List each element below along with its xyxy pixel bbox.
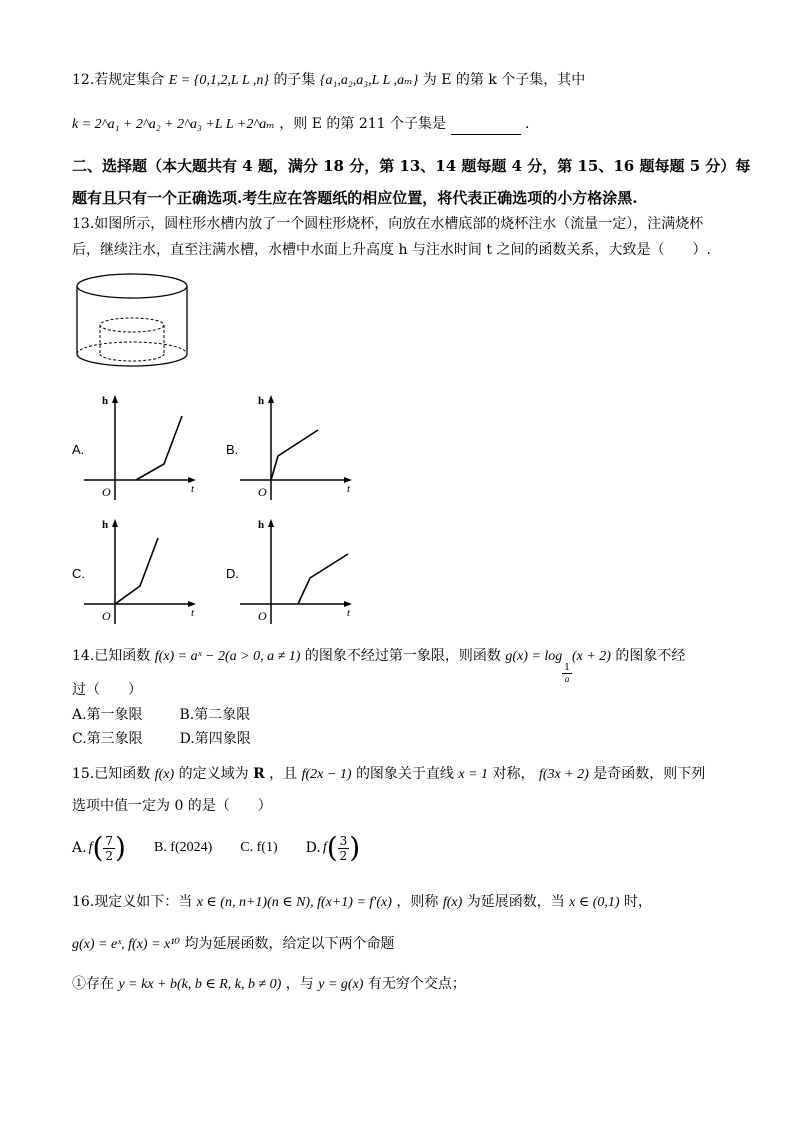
h-axis-label: h: [258, 395, 265, 407]
q16-definition: x ∈ (n, n+1)(n ∈ N), f(x+1) = f′(x): [196, 895, 392, 910]
q15-line2: 选项中值一定为 0 的是（ ）: [72, 798, 272, 814]
q15-options: [72, 826, 360, 870]
q16-interval: x ∈ (0,1): [569, 895, 620, 910]
q15-option-a[interactable]: A. f ( $\frac{7}{2}$ ): [72, 831, 126, 864]
q15-option-d-label: D.: [305, 840, 321, 856]
q16-text: 16.现定义如下：当: [72, 894, 193, 910]
q15-text: 的定义域为: [178, 766, 249, 782]
q14-log-base: $\frac{1}{a}$: [564, 663, 570, 684]
q16-text: ，与: [285, 976, 314, 992]
q16-f: f(x): [442, 895, 463, 910]
h-axis-label: h: [258, 519, 265, 531]
h-axis-label: h: [102, 519, 109, 531]
q14-g-def: g(x) = log: [505, 649, 563, 664]
q14-g-arg: (x + 2): [571, 649, 611, 664]
q15-line-x: x = 1: [458, 767, 489, 782]
q15-text: 是奇函数，则下列: [593, 766, 706, 782]
q14-option-d[interactable]: D.第四象限: [179, 731, 251, 747]
q15-text: ，且: [269, 766, 298, 782]
q15-text: 15.已知函数: [72, 766, 151, 782]
q15-f2: f(2x − 1): [301, 767, 352, 782]
q12-text: 12.若规定集合: [72, 72, 165, 88]
q15-option-a-label: A.: [72, 840, 87, 856]
q16-line2: [72, 934, 395, 955]
q15-line1: [72, 764, 705, 785]
section2-header-line1: 二、选择题（本大题共有 4 题，满分 18 分，第 13、14 题每题 4 分，第 15、16 题每题 5 分）每: [72, 157, 751, 175]
q16-line3: [72, 974, 466, 995]
q13-option-a-label[interactable]: A.: [72, 442, 85, 457]
q12-k-formula: k = 2^a₁ + 2^a₂ + 2^a₃ +L L +2^aₘ: [72, 117, 275, 132]
q14-text: 的图象不经过第一象限，则函数: [304, 648, 501, 664]
q14-options-row2: [72, 729, 251, 749]
q15-real-set: R: [253, 766, 265, 782]
q16-text: 为延展函数，当: [466, 894, 565, 910]
q13-option-a-graph: [84, 392, 204, 502]
q12-set-e: E = {0,1,2,L L ,n}: [168, 73, 269, 88]
q15-option-a-fraction: $\frac{7}{2}$: [105, 833, 114, 863]
q12-answer-blank[interactable]: [451, 120, 521, 135]
q13-line2: 后，继续注水，直至注满水槽，水槽中水面上升高度 h 与注水时间 t 之间的函数关系，大致是（ ）.: [72, 242, 711, 258]
q16-line1: [72, 892, 652, 913]
q14-f-def: f(x) = aˣ − 2(a > 0, a ≠ 1): [154, 649, 301, 664]
q13-option-c-label[interactable]: C.: [72, 566, 85, 581]
q14-option-c[interactable]: C.第三象限: [72, 731, 143, 747]
q15-option-b[interactable]: B. f(2024): [153, 840, 213, 855]
q16-text: ，则称: [396, 894, 439, 910]
q12-text: ，则 E 的第 211 个子集是: [279, 116, 447, 132]
q13-option-b-graph: [240, 392, 360, 502]
q16-line-eq: y = kx + b(k, b ∈ R, k, b ≠ 0): [118, 977, 282, 992]
q14-option-b[interactable]: B.第二象限: [179, 707, 251, 723]
q13-line1: 13.如图所示，圆柱形水槽内放了一个圆柱形烧杯，向放在水槽底部的烧杯注水（流量一定），注满烧杯: [72, 216, 704, 232]
q15-option-d-fraction: $\frac{3}{2}$: [339, 833, 348, 863]
cylinder-figure: [72, 270, 192, 375]
q14-options-row1: [72, 705, 250, 725]
q16-functions: g(x) = eˣ, f(x) = x¹⁰: [72, 937, 181, 952]
q13-option-d-graph: [240, 516, 360, 626]
q14-line2: 过（ ）: [72, 682, 142, 698]
t-axis-label: t: [191, 483, 195, 495]
q12-text: .: [524, 116, 530, 132]
t-axis-label: t: [191, 607, 195, 619]
q14-option-a[interactable]: A.第一象限: [72, 707, 143, 723]
q15-f: f(x): [154, 767, 175, 782]
q12-subset: {a₁,a₂,a₃,L L ,aₘ}: [319, 73, 419, 88]
origin-label: O: [258, 485, 267, 499]
q14-line1: [72, 646, 685, 684]
q16-text: 时，: [624, 894, 653, 910]
h-axis-label: h: [102, 395, 109, 407]
q12-line1: [72, 70, 585, 91]
section2-header-line2: 题有且只有一个正确选项.考生应在答题纸的相应位置，将代表正确选项的小方格涂黑.: [72, 189, 638, 207]
origin-label: O: [258, 609, 267, 623]
origin-label: O: [102, 609, 111, 623]
q13-option-d-label[interactable]: D.: [226, 566, 239, 581]
q16-text: 有无穷个交点；: [367, 976, 466, 992]
q12-text: 的子集: [273, 72, 316, 88]
q15-option-c[interactable]: C. f(1): [240, 840, 278, 855]
q13-option-b-label[interactable]: B.: [226, 442, 239, 457]
q12-line2: [72, 114, 529, 135]
q14-text: 的图象不经: [615, 648, 686, 664]
q15-text: 对称，: [492, 766, 535, 782]
t-axis-label: t: [347, 607, 351, 619]
t-axis-label: t: [347, 483, 351, 495]
q12-text: 为 E 的第 k 个子集，其中: [422, 72, 586, 88]
q15-f3: f(3x + 2): [538, 767, 589, 782]
q15-option-d[interactable]: D. f ( $\frac{3}{2}$ ): [305, 831, 361, 864]
q16-text: ①存在: [72, 976, 114, 992]
q13-option-c-graph: [84, 516, 204, 626]
q16-text: 均为延展函数，给定以下两个命题: [184, 936, 395, 952]
q14-text: 14.已知函数: [72, 648, 151, 664]
q16-g-eq: y = g(x): [318, 977, 364, 992]
q15-text: 的图象关于直线: [355, 766, 454, 782]
origin-label: O: [102, 485, 111, 499]
